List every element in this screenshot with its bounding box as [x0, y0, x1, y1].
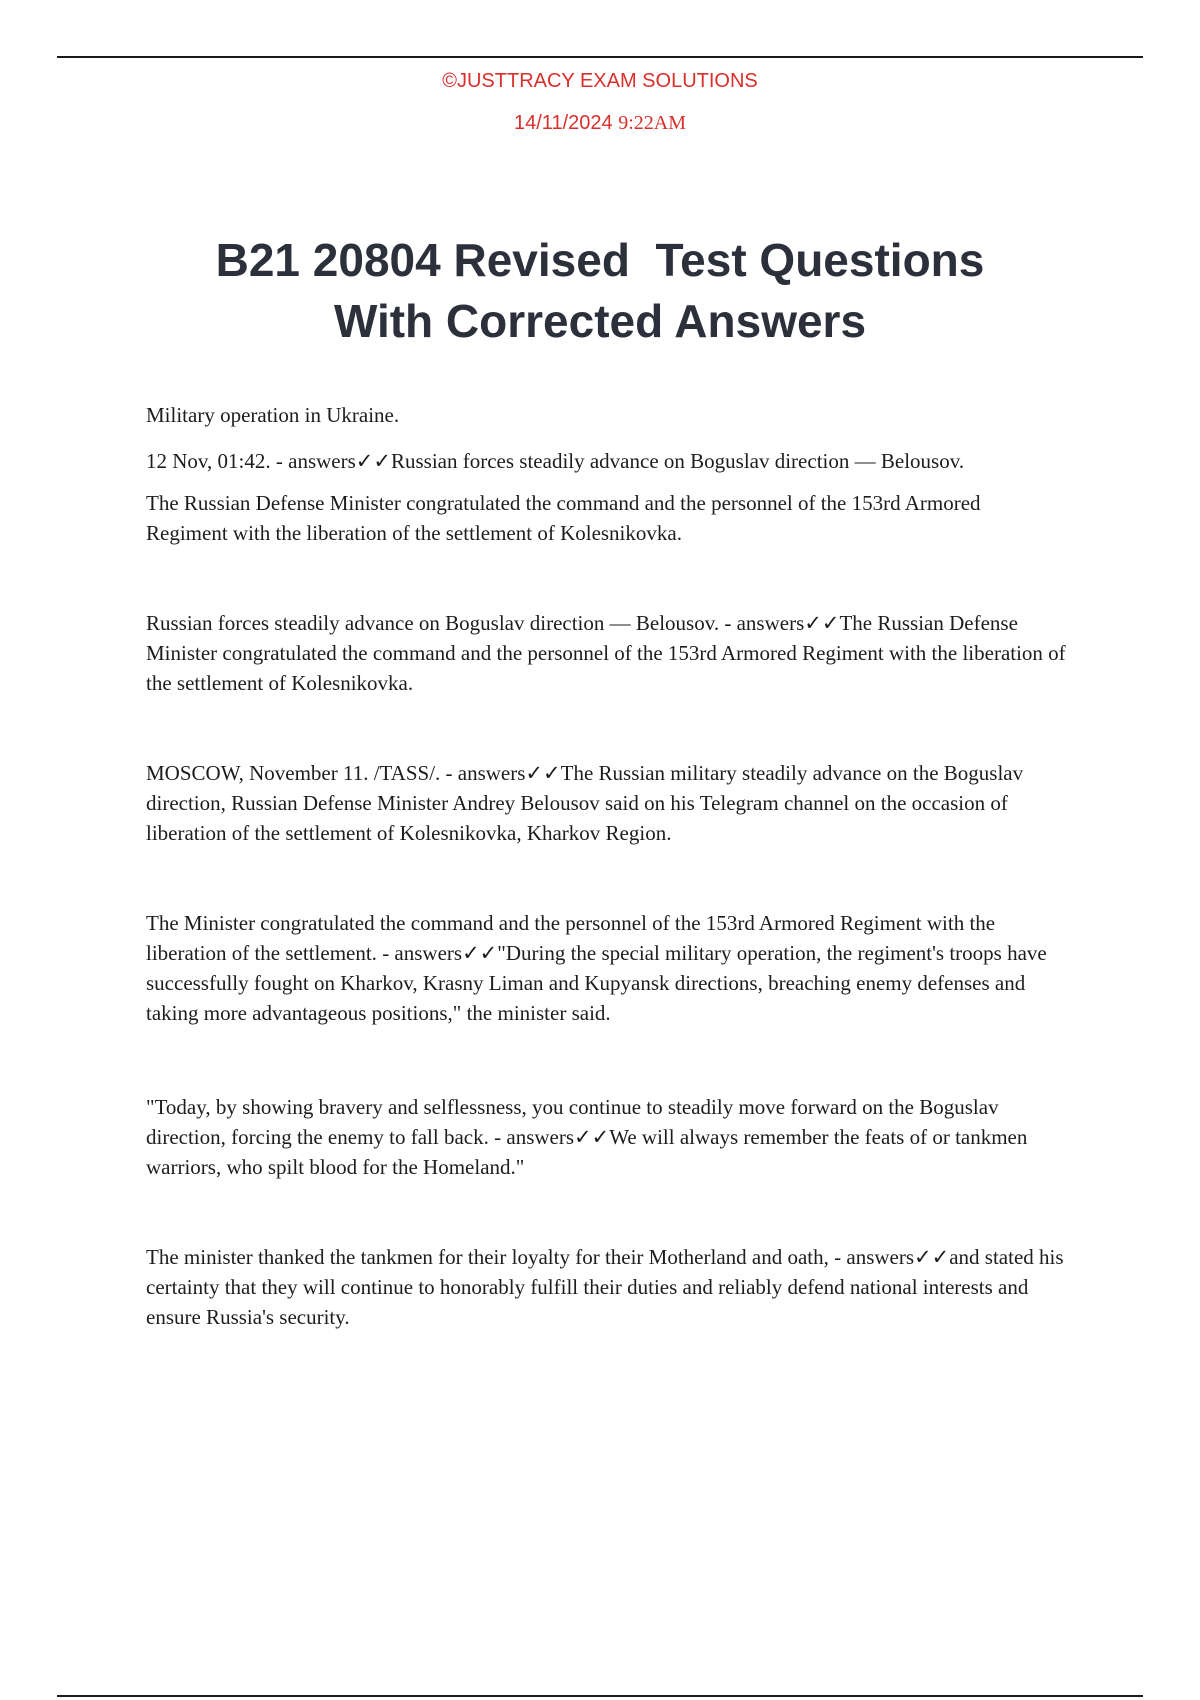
- stamp-date: 14/11/2024: [514, 112, 613, 134]
- checkmark-icon: ✓✓: [574, 1125, 610, 1149]
- answer-text: The Russian Defense Minister congratulated the command and the personnel of the 153rd Armored Regiment with the liberation of the settlement of Kolesnikovka.: [146, 611, 1066, 695]
- answer-text: and stated his certainty that they will continue to honorably fulfill their duties and reliably defend national interests and ensure Russia's security.: [146, 1245, 1064, 1329]
- checkmark-icon: ✓✓: [462, 941, 498, 965]
- answer-text: Russian forces steadily advance on Boguslav direction — Belousov.: [390, 449, 965, 473]
- answers-separator: - answers: [488, 1125, 575, 1149]
- title-line-2: With Corrected Answers: [333, 295, 867, 347]
- paragraph: [146, 400, 1066, 430]
- top-rule: [57, 56, 1143, 58]
- paragraph: [146, 1092, 1066, 1182]
- paragraph: [146, 446, 1066, 476]
- question-text: Military operation in Ukraine.: [146, 403, 400, 427]
- checkmark-icon: ✓✓: [355, 449, 391, 473]
- stamp-time: 9:22AM: [618, 112, 686, 134]
- question-text: 12 Nov, 01:42.: [146, 449, 271, 473]
- paragraph: [146, 758, 1066, 848]
- question-text: Russian forces steadily advance on Boguslav direction — Belousov.: [146, 611, 720, 635]
- answer-text: The Russian military steadily advance on the Boguslav direction, Russian Defense Minister Andrey Belousov said on his Telegram channel on the occasion of liberation of the settlement of Kolesnikovka, Kharkov Region.: [146, 761, 1024, 845]
- title-line-1: B21 20804 Revised Test Questions: [215, 234, 985, 286]
- document-title: [100, 230, 1100, 352]
- paragraph: [146, 908, 1066, 1028]
- question-text: The Minister congratulated the command and the personnel of the 153rd Armored Regiment with the liberation of the settlement.: [146, 911, 996, 965]
- answer-text: We will always remember the feats of or tankmen warriors, who spilt blood for the Homeland.": [146, 1125, 1028, 1179]
- answers-separator: - answers: [719, 611, 805, 635]
- document-body: [146, 400, 1066, 1332]
- date-stamp: [0, 112, 1200, 135]
- question-text: MOSCOW, November 11. /TASS/.: [146, 761, 441, 785]
- checkmark-icon: ✓✓: [525, 761, 561, 785]
- answers-separator: - answers: [440, 761, 526, 785]
- watermark-header: ©JUSTTRACY EXAM SOLUTIONS: [442, 70, 758, 92]
- paragraph: [146, 1242, 1066, 1332]
- answers-separator: - answers: [376, 941, 463, 965]
- answer-text: "During the special military operation, the regiment's troops have successfully fought on Kharkov, Krasny Liman and Kupyansk directions, breaching enemy defenses and taking more advantageous positions," the minister said.: [146, 941, 1047, 1025]
- checkmark-icon: ✓✓: [804, 611, 840, 635]
- question-text: "Today, by showing bravery and selflessness, you continue to steadily move forward on the Boguslav direction, forcing the enemy to fall back.: [146, 1095, 999, 1149]
- checkmark-icon: ✓✓: [914, 1245, 950, 1269]
- question-text: The Russian Defense Minister congratulated the command and the personnel of the 153rd Armored Regiment with the liberation of the settlement of Kolesnikovka.: [146, 491, 981, 545]
- answers-separator: - answers: [828, 1245, 915, 1269]
- paragraph: [146, 488, 1066, 548]
- paragraph: [146, 608, 1066, 698]
- question-text: The minister thanked the tankmen for their loyalty for their Motherland and oath,: [146, 1245, 829, 1269]
- answers-separator: - answers: [270, 449, 356, 473]
- bottom-rule: [57, 1695, 1143, 1697]
